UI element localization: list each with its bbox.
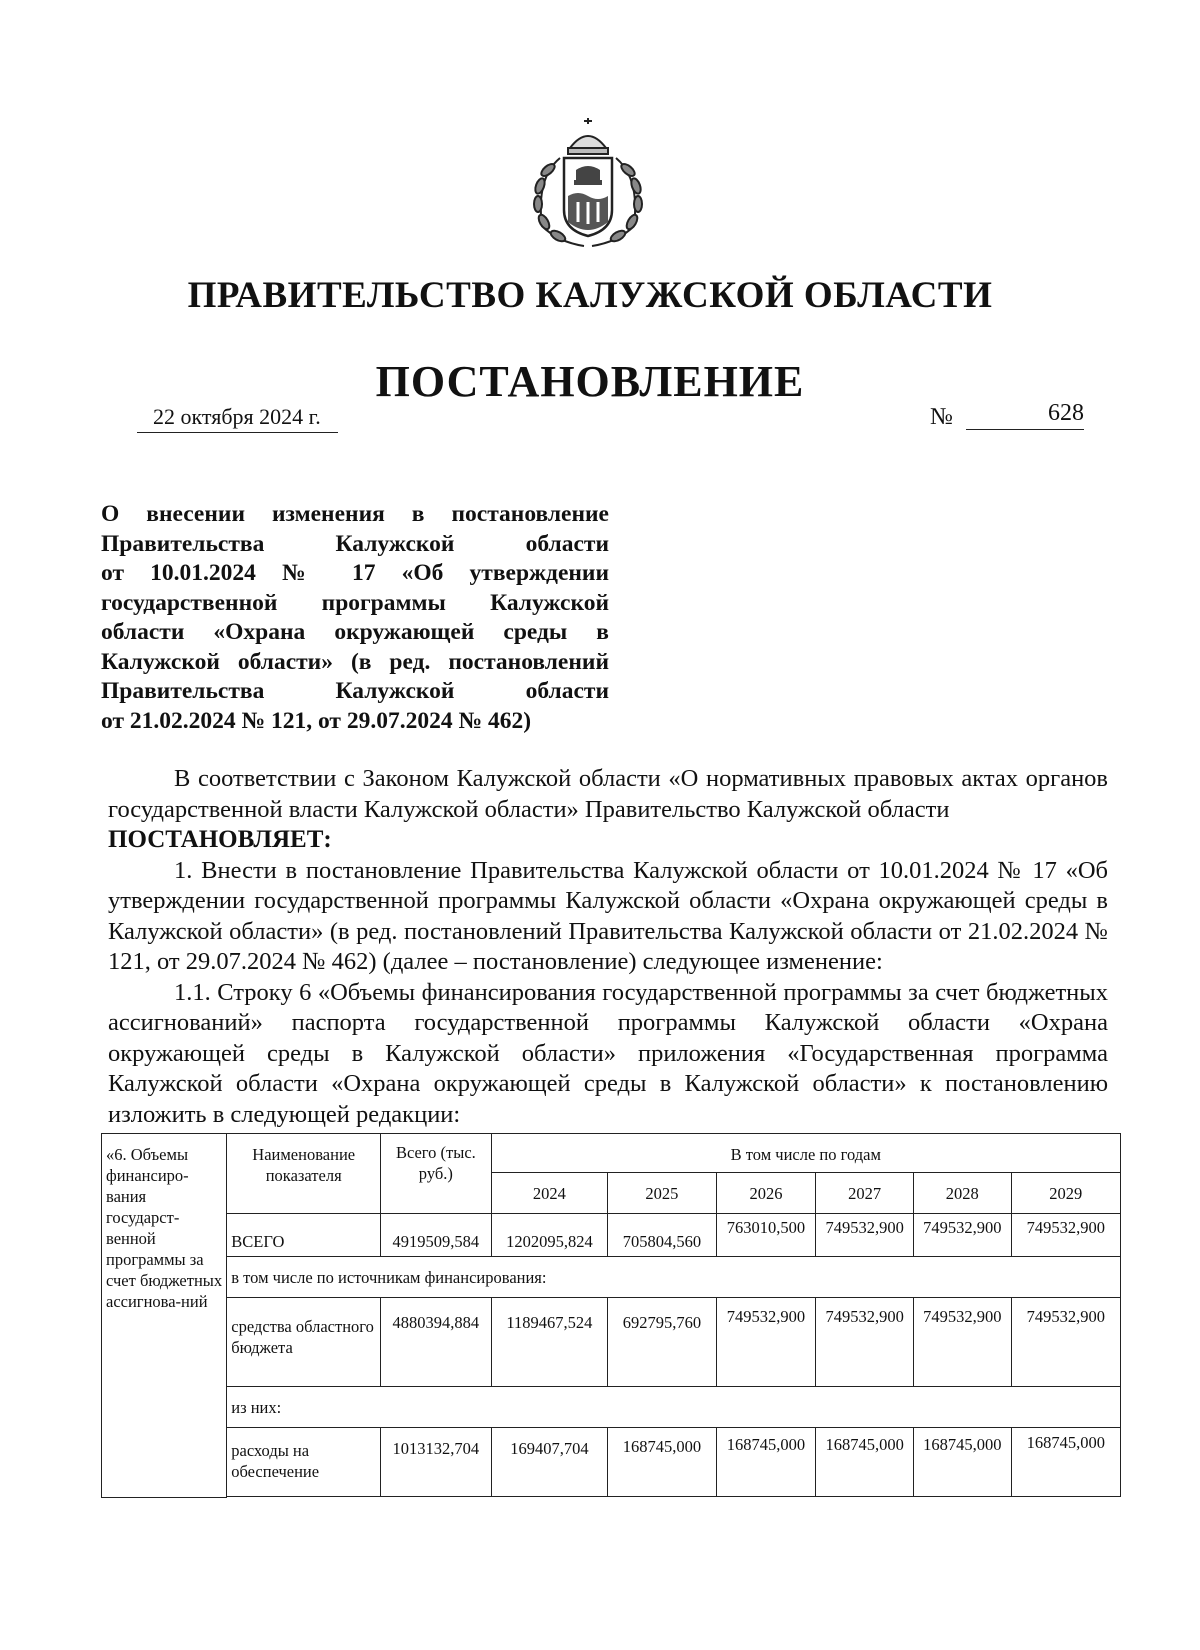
year-value: 749532,900 xyxy=(1011,1214,1120,1257)
year-value: 749532,900 xyxy=(816,1298,914,1387)
item-1-1-paragraph: 1.1. Строку 6 «Объемы финансирования государственной программы за счет бюджетных ассигнований» паспорта государственной программы Калужской области «Охрана окружающей среды в Калужской области» приложения «Государственная программа Калужской области «Охрана окружающей среды в Калужской области» к постановлению изложить в следующей редакции: xyxy=(108,978,1108,1128)
indicator-header: Наименование показателя xyxy=(227,1134,381,1214)
year-value: 763010,500 xyxy=(716,1214,816,1257)
of-them-caption: из них: xyxy=(227,1387,1121,1428)
title-line: Калужской области» (в ред. постановлений xyxy=(101,648,609,675)
year-value: 749532,900 xyxy=(913,1298,1011,1387)
preamble-paragraph: В соответствии с Законом Калужской области «О нормативных правовых актах органов государственной власти Калужской области» Правительство Калужской области xyxy=(108,765,1108,823)
document-number: 628 xyxy=(966,400,1084,430)
indicator-name: расходы на обеспечение xyxy=(227,1428,381,1497)
title-line: области «Охрана окружающей среды в xyxy=(101,619,609,645)
year-value: 1202095,824 xyxy=(491,1214,608,1257)
year-value: 168745,000 xyxy=(716,1428,816,1497)
organization-name: ПРАВИТЕЛЬСТВО КАЛУЖСКОЙ ОБЛАСТИ xyxy=(187,275,993,316)
year-value: 168745,000 xyxy=(816,1428,914,1497)
year-value: 168745,000 xyxy=(913,1428,1011,1497)
title-line: Правительства Калужской области xyxy=(101,678,609,704)
year-value: 169407,704 xyxy=(491,1428,608,1497)
item-1-paragraph: 1. Внести в постановление Правительства Калужской области от 10.01.2024 № 17 «Об утверждении государственной программы Калужской области «Охрана окружающей среды в Калужской области» (в ред. постановлений Правительства Калужской области от 21.02.2024 № 121, от 29.07.2024 № 462) (далее – постановление) следующее изменение: xyxy=(108,856,1108,975)
year-header: 2029 xyxy=(1011,1173,1120,1214)
year-value: 1189467,524 xyxy=(491,1298,608,1387)
year-header: 2024 xyxy=(491,1173,608,1214)
kaluga-coat-of-arms-icon xyxy=(518,118,658,253)
year-value: 749532,900 xyxy=(716,1298,816,1387)
title-line: О внесении изменения в постановление xyxy=(101,501,609,527)
title-line: от 10.01.2024 № 17 «Об утверждении xyxy=(101,560,609,586)
year-header: 2028 xyxy=(913,1173,1011,1214)
total-value: 4880394,884 xyxy=(381,1298,491,1387)
year-header: 2027 xyxy=(816,1173,914,1214)
year-header: 2026 xyxy=(716,1173,816,1214)
document-title xyxy=(101,500,609,736)
row-label-cell: «6. Объемы финансиро-вания государст-венной программы за счет бюджетных ассигнова-ний xyxy=(102,1134,227,1498)
year-value: 168745,000 xyxy=(1011,1428,1120,1497)
table-row xyxy=(102,1428,1121,1497)
number-sign: № xyxy=(930,404,953,430)
title-line: Правительства Калужской области xyxy=(101,530,609,557)
title-line: государственной программы Калужской xyxy=(101,589,609,616)
document-body xyxy=(108,764,1108,1130)
sources-caption: в том числе по источникам финансирования: xyxy=(227,1257,1121,1298)
year-header: 2025 xyxy=(608,1173,716,1214)
table-row xyxy=(102,1214,1121,1257)
year-value: 749532,900 xyxy=(816,1214,914,1257)
year-value: 705804,560 xyxy=(608,1214,716,1257)
total-value: 4919509,584 xyxy=(381,1214,491,1257)
financing-table xyxy=(101,1133,1121,1498)
table-filler xyxy=(227,1497,1121,1498)
total-header: Всего (тыс. руб.) xyxy=(381,1134,491,1214)
indicator-name: средства областного бюджета xyxy=(227,1298,381,1387)
year-value: 749532,900 xyxy=(913,1214,1011,1257)
document-date: 22 октября 2024 г. xyxy=(137,404,338,433)
years-group-header: В том числе по годам xyxy=(491,1134,1120,1173)
total-value: 1013132,704 xyxy=(381,1428,491,1497)
year-value: 692795,760 xyxy=(608,1298,716,1387)
table-row xyxy=(102,1298,1121,1387)
year-value: 749532,900 xyxy=(1011,1298,1120,1387)
year-value: 168745,000 xyxy=(608,1428,716,1497)
document-type: ПОСТАНОВЛЕНИЕ xyxy=(375,357,805,406)
title-line: от 21.02.2024 № 121, от 29.07.2024 № 462) xyxy=(101,707,532,734)
indicator-name: ВСЕГО xyxy=(227,1214,381,1257)
decree-word: ПОСТАНОВЛЯЕТ: xyxy=(108,826,332,853)
